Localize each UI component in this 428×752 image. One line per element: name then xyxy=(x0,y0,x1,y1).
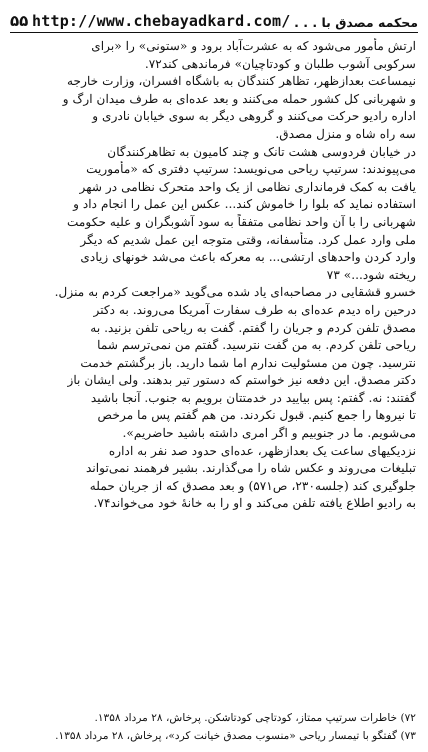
body-line: ریخته شود...» ۷۳ xyxy=(326,267,416,282)
body-line: اداره رادیو حرکت می‌کنند و گروهی دیگر به سوی خیابان نادری و xyxy=(92,109,416,124)
body-line: درحین راه دیدم عده‌ای به طرف سفارت آمریکا می‌روند. به دکتر xyxy=(93,302,416,317)
body-line: وارد کردن واحدهای ارتشی... به معرکه باعث می‌شد خونهای زیادی xyxy=(80,250,416,265)
page-number: ۵۵ xyxy=(10,12,29,30)
body-line: نزدیکیهای ساعت یک بعدازظهر، عده‌ای حدود صد نفر به اداره xyxy=(108,443,416,458)
body-line: مصدق تلفن کردم و جریان را گفتم. گفت به ریاحی تلفن بزنید. به xyxy=(90,320,416,335)
body-line: نترسید. چون من مسئولیت ندارم اما شما دارید. باز برگشتم خدمت xyxy=(80,355,416,370)
body-line: ارتش مأمور می‌شود که به عشرت‌آباد برود و «ستونی» را «برای xyxy=(91,39,416,53)
body-line: می‌شویم. ما در جنوبیم و اگر امری داشته باشید حاضریم». xyxy=(122,426,416,441)
body-line: و شهربانی کل کشور حمله می‌کنند و بعد عده‌ای به طرف میدان ارگ و xyxy=(62,91,416,106)
body-line: نیمساعت بعدازظهر، تظاهر کنندگان به باشگاه افسران، وزارت خارجه xyxy=(67,74,416,89)
page-header xyxy=(10,6,418,33)
body-line: جلوگیری کند (جلسه۲۳۰، ص۵۷۱) و بعد مصدق که از جریان حمله xyxy=(89,478,416,493)
body-line: گفتند: نه. گفتم: پس بیایید در خدمتتان برویم به جنوب. آنجا باشید xyxy=(90,390,416,405)
body-line: دکتر مصدق. این دفعه نیز خواستم که دستور تیر بدهند. ولی ایشان باز xyxy=(67,373,416,388)
body-line: شهربانی را با آن واحد نظامی متفقاً به سود آشوبگران و علیه حکومت xyxy=(66,214,416,229)
body-text xyxy=(10,38,416,513)
body-line: در خیابان فردوسی هشت تانک و چند کامیون به تظاهرکنندگان xyxy=(107,144,416,159)
body-line: تبلیغات می‌روند و عکس شاه را می‌گذارند. بشیر فرهمند نمی‌تواند xyxy=(85,461,416,476)
body-line: سه راه شاه و منزل مصدق. xyxy=(275,126,416,141)
body-line: خسرو قشقایی در مصاحبه‌ای یاد شده می‌گوید «مراجعت کردم به منزل. xyxy=(54,285,416,300)
body-line: ملی وارد عمل کرد. متأسفانه، وقتی متوجه این عمل شدیم که دیگر xyxy=(80,232,416,247)
body-line: تا نیروها را جمع کنیم. قبول نکردند. من هم گفتم پس ما مرخص xyxy=(97,408,416,423)
body-line: ریاحی تلفن کردم. به من گفت نترسید. گفتم من نمی‌ترسم شما xyxy=(97,338,416,353)
footnote: ۷۳) گفتگو با تیمسار ریاحی «منسوب مصدق خیانت کرد»، پرخاش، ۲۸ مرداد ۱۳۵۸. xyxy=(55,729,416,742)
body-line: سرکوبی آشوب طلبان و کودتاچیان» فرماندهی کند۷۲. xyxy=(144,56,416,71)
running-title: محکمه مصدق با . . . xyxy=(294,15,418,30)
website-url: http://www.chebayadkard.com/ xyxy=(32,12,291,30)
body-line: استفاده نماید که بلوا را خاموش کند... عکس این عمل را انجام داد و xyxy=(73,197,416,212)
body-line: یافت به کمک فرمانداری نظامی از یک واحد متحرک نظامی در شهر xyxy=(79,179,416,194)
body-line: به رادیو اطلاع یافته تلفن می‌کند و او را به خانهٔ خود می‌خواند۷۴. xyxy=(93,496,416,511)
footnotes xyxy=(10,710,416,745)
body-line: می‌پیوندند: سرتیپ ریاحی می‌نویسد: سرتیپ دفتری که «مأموریت xyxy=(86,162,416,177)
footnote: ۷۲) خاطرات سرتیپ ممتاز، کودتاچی کودتاشکن. پرخاش، ۲۸ مرداد ۱۳۵۸. xyxy=(94,712,416,724)
